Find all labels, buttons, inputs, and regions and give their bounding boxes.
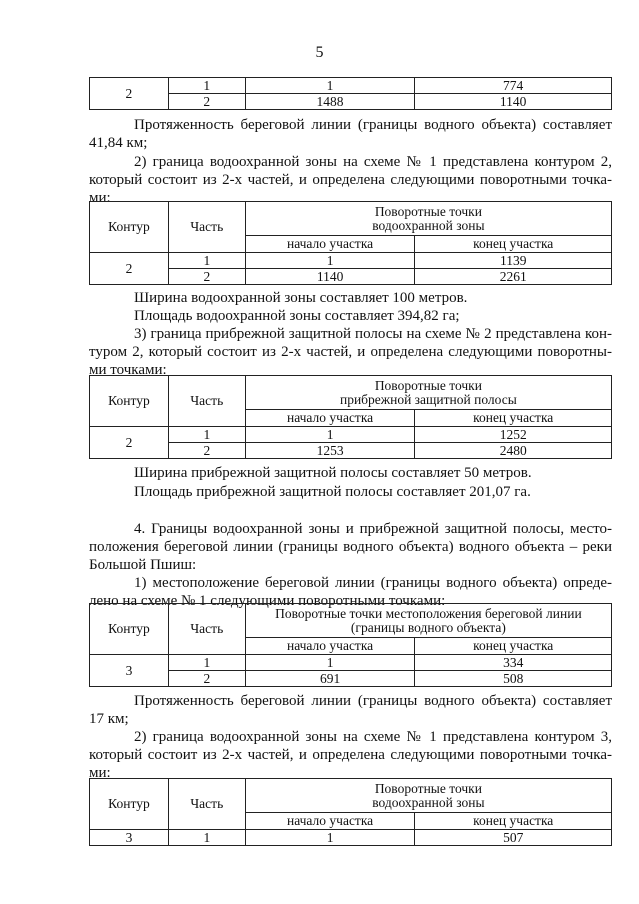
contour-cell: 2 (90, 253, 169, 285)
part-cell: 2 (168, 443, 245, 459)
header-start: начало участка (245, 638, 415, 655)
paragraph-width-pzp: Ширина прибрежной защитной полосы составляет 50 метров. (134, 465, 532, 481)
section-4-heading-cont: положения береговой линии (границы водного объекта) водного объекта – реки (89, 539, 612, 555)
header-start: начало участка (245, 236, 415, 253)
shoreline-table-continued (89, 77, 612, 110)
paragraph-s4-item1-cont: лено на схеме № 1 следующими поворотными точками: (89, 593, 446, 609)
part-cell: 1 (168, 78, 245, 94)
header-end: конец участка (415, 638, 612, 655)
paragraph-item2-end: ми: (89, 190, 111, 206)
paragraph-s4-item2-end: ми: (89, 765, 111, 781)
header-points-line2: водоохранной зоны (372, 217, 485, 233)
shoreline-table-section4 (89, 603, 612, 687)
paragraph-s4-item1: 1) местоположение береговой линии (границы водного объекта) опреде- (134, 575, 612, 591)
paragraph-area-pzp: Площадь прибрежной защитной полосы составляет 201,07 га. (134, 484, 531, 500)
end-cell: 1139 (415, 253, 612, 269)
header-part: Часть (168, 202, 245, 253)
paragraph-s4-length: Протяженность береговой линии (границы водного объекта) составляет (134, 693, 612, 709)
part-cell: 2 (168, 94, 245, 110)
end-cell: 2480 (415, 443, 612, 459)
header-contour: Контур (90, 604, 169, 655)
header-points (245, 779, 611, 813)
start-cell: 1 (245, 830, 415, 846)
contour-cell: 2 (90, 427, 169, 459)
start-cell: 691 (245, 671, 415, 687)
paragraph-s4-length-cont: 17 км; (89, 711, 129, 727)
header-points-line1: Поворотные точки (374, 780, 482, 796)
header-points (245, 604, 611, 638)
header-part: Часть (168, 376, 245, 427)
contour-cell: 2 (90, 78, 169, 110)
section-4-heading: 4. Границы водоохранной зоны и прибрежной защитной полосы, место- (134, 521, 612, 537)
paragraph-shoreline-length-cont: 41,84 км; (89, 135, 148, 151)
paragraph-item3-end: ми точками: (89, 362, 167, 378)
water-protection-zone-table (89, 201, 612, 285)
paragraph-width-wpz: Ширина водоохранной зоны составляет 100 метров. (134, 290, 468, 306)
part-cell: 1 (168, 830, 245, 846)
start-cell: 1 (245, 655, 415, 671)
paragraph-item3-cont: туром 2, который состоит из 2-х частей, и определена следующими поворотны- (89, 344, 612, 360)
start-cell: 1 (245, 78, 415, 94)
header-points (245, 376, 611, 410)
start-cell: 1 (245, 427, 415, 443)
header-part: Часть (168, 779, 245, 830)
paragraph-area-wpz: Площадь водоохранной зоны составляет 394,82 га; (134, 308, 460, 324)
end-cell: 2261 (415, 269, 612, 285)
header-points-line1: Поворотные точки местоположения береговой линии (275, 605, 582, 621)
part-cell: 1 (168, 253, 245, 269)
end-cell: 1140 (415, 94, 612, 110)
end-cell: 1252 (415, 427, 612, 443)
header-part: Часть (168, 604, 245, 655)
contour-cell: 3 (90, 830, 169, 846)
header-start: начало участка (245, 813, 415, 830)
part-cell: 2 (168, 671, 245, 687)
page-number: 5 (315, 44, 324, 61)
header-contour: Контур (90, 376, 169, 427)
end-cell: 508 (415, 671, 612, 687)
start-cell: 1488 (245, 94, 415, 110)
paragraph-item2: 2) граница водоохранной зоны на схеме № 1 представлена контуром 2, (134, 154, 612, 170)
header-points (245, 202, 611, 236)
header-points-line2: (границы водного объекта) (350, 619, 506, 635)
start-cell: 1 (245, 253, 415, 269)
paragraph-s4-item2-cont: который состоит из 2-х частей, и определена следующими поворотными точка- (89, 747, 612, 763)
coastal-protection-strip-table (89, 375, 612, 459)
paragraph-s4-item2: 2) граница водоохранной зоны на схеме № 1 представлена контуром 3, (134, 729, 612, 745)
contour-cell: 3 (90, 655, 169, 687)
header-end: конец участка (415, 236, 612, 253)
end-cell: 334 (415, 655, 612, 671)
paragraph-item2-cont: который состоит из 2-х частей, и определена следующими поворотными точка- (89, 172, 612, 188)
paragraph-shoreline-length: Протяженность береговой линии (границы водного объекта) составляет (134, 117, 612, 133)
header-points-line1: Поворотные точки (374, 377, 482, 393)
header-end: конец участка (415, 813, 612, 830)
end-cell: 774 (415, 78, 612, 94)
header-contour: Контур (90, 779, 169, 830)
paragraph-item3: 3) граница прибрежной защитной полосы на схеме № 2 представлена кон- (134, 326, 612, 342)
part-cell: 1 (168, 427, 245, 443)
header-contour: Контур (90, 202, 169, 253)
header-points-line1: Поворотные точки (374, 203, 482, 219)
header-points-line2: прибрежной защитной полосы (339, 391, 517, 407)
part-cell: 1 (168, 655, 245, 671)
start-cell: 1253 (245, 443, 415, 459)
header-points-line2: водоохранной зоны (372, 794, 485, 810)
water-protection-zone-table-section4 (89, 778, 612, 846)
section-4-heading-end: Большой Пшиш: (89, 557, 197, 573)
part-cell: 2 (168, 269, 245, 285)
header-start: начало участка (245, 410, 415, 427)
end-cell: 507 (415, 830, 612, 846)
start-cell: 1140 (245, 269, 415, 285)
header-end: конец участка (415, 410, 612, 427)
